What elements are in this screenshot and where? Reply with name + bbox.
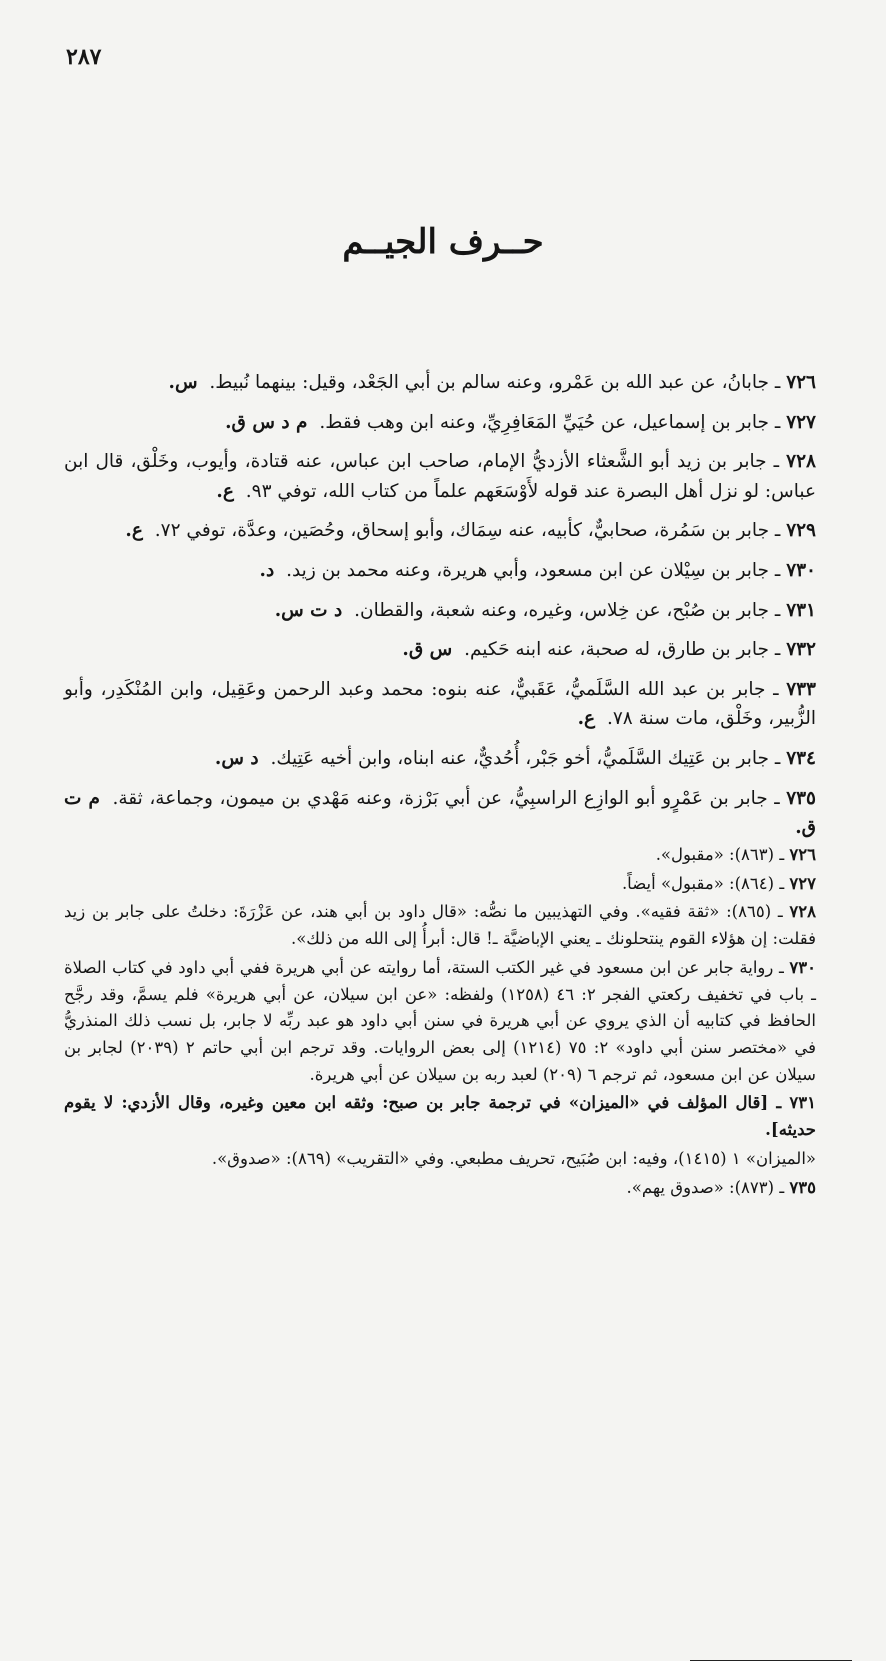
entry-number: ٧٣١ bbox=[786, 599, 816, 621]
entry-text: جابانُ، عن عبد الله بن عَمْرو، وعنه سالم بن أبي الجَعْد، وقيل: بينهما نُبيط. bbox=[209, 372, 769, 393]
entry-symbols: س. bbox=[168, 372, 198, 393]
entry: ٧٣٥ ـ جابر بن عَمْرٍو أبو الوازِع الراسبِيُّ، عن أبي بَرْزة، وعنه مَهْدي بن ميمون، وجماعة، ثقة. م ت ق. bbox=[64, 787, 816, 839]
chapter-title: حــرف الجيــم bbox=[342, 222, 544, 262]
entry: ٧٣٢ ـ جابر بن طارق، له صحبة، عنه ابنه حَكيم. س ق. bbox=[402, 639, 816, 661]
page-number: ٢٨٧ bbox=[66, 44, 102, 70]
footnote-continuation bbox=[64, 1146, 816, 1173]
footnote-text: (٨٦٣): «مقبول». bbox=[655, 845, 775, 864]
entry-symbols: د س. bbox=[214, 747, 259, 769]
entry-symbols: ع. bbox=[125, 520, 143, 542]
entry-symbols: س ق. bbox=[402, 639, 453, 661]
entry: ٧٣١ ـ جابر بن صُبْح، عن خِلاس، وغيره، وعنه شعبة، والقطان. د ت س. bbox=[274, 599, 816, 621]
entry-text: جابر بن سَمُرة، صحابيٌّ، كأبيه، عنه سِمَاك، وأبو إسحاق، وحُصَين، وعدَّة، توفي ٧٢. bbox=[154, 520, 769, 542]
entry-number: ٧٢٧ bbox=[786, 411, 816, 433]
footnote-number: ٧٢٨ bbox=[789, 902, 816, 922]
footnotes bbox=[64, 842, 816, 1203]
entry: ٧٢٦ ـ جابانُ، عن عبد الله بن عَمْرو، وعنه سالم بن أبي الجَعْد، وقيل: بينهما نُبيط. س. bbox=[168, 372, 816, 393]
entry-symbols: د ت س. bbox=[274, 599, 343, 621]
footnote: ٧٢٧ ـ (٨٦٤): «مقبول» أيضاً. bbox=[621, 873, 816, 893]
footnote-number: ٧٢٦ bbox=[789, 845, 816, 864]
entry-text: جابر بن عَمْرٍو أبو الوازِع الراسبِيُّ، عن أبي بَرْزة، وعنه مَهْدي بن ميمون، وجماعة، ثقة. bbox=[112, 787, 768, 809]
entry-text: جابر بن صُبْح، عن خِلاس، وغيره، وعنه شعبة، والقطان. bbox=[354, 599, 769, 621]
entry-text: جابر بن طارق، له صحبة، عنه ابنه حَكيم. bbox=[464, 639, 769, 661]
entry-number: ٧٣٥ bbox=[786, 787, 816, 809]
footnote-text: (٨٦٥): «ثقة فقيه». وفي التهذيبين ما نصُّه: «قال داود بن أبي هند، عن عَزْرَةَ: دخلتُ على جابر بن زيد فقلت: إن هؤلاء القوم ينتحلونك ـ يعني الإباضيَّة ـ! قال: أبرأُ إلى الله من ذلك». bbox=[64, 902, 816, 949]
entry-number: ٧٣٢ bbox=[786, 639, 816, 661]
entry-text: جابر بن إسماعيل، عن حُيَيِّ المَعَافِرِيِّ، وعنه ابن وهب فقط. bbox=[319, 411, 769, 433]
entry: ٧٢٨ ـ جابر بن زيد أبو الشَّعثاء الأزديُّ الإمام، صاحب ابن عباس، عنه قتادة، وأيوب، وخَلْق، قال ابن عباس: لو نزل أهل البصرة عند قوله لأَوْسَعَهم علماً من كتاب الله، توفي ٩٣. ع. bbox=[64, 451, 816, 502]
entry-number: ٧٢٨ bbox=[786, 451, 816, 473]
footnote: ٧٣٥ ـ (٨٧٣): «صدوق يهم». bbox=[626, 1177, 816, 1197]
footnote: ٧٣١ ـ [قال المؤلف في «الميزان» في ترجمة جابر بن صبح: وثقه ابن معين وغيره، وقال الأزدي: لا يقوم حديثه]. bbox=[64, 1093, 816, 1140]
footnote-text: (٨٦٤): «مقبول» أيضاً. bbox=[621, 873, 775, 893]
entry-number: ٧٣٣ bbox=[786, 678, 816, 700]
entry: ٧٢٩ ـ جابر بن سَمُرة، صحابيٌّ، كأبيه، عنه سِمَاك، وأبو إسحاق، وحُصَين، وعدَّة، توفي ٧٢. ع. bbox=[125, 520, 816, 542]
footnote-number: ٧٣٠ bbox=[789, 957, 817, 977]
entry-symbols: ع. bbox=[577, 708, 596, 730]
footnote-text: «الميزان» ١ (١٤١٥)، وفيه: ابن صُبَيح، تحريف مطبعي. وفي «التقريب» (٨٦٩): «صدوق». bbox=[211, 1148, 816, 1168]
entry-symbols: ع. bbox=[216, 480, 234, 502]
entry: ٧٣٣ ـ جابر بن عبد الله السَّلَميُّ، عَقَبيٌّ، عنه بنوه: محمد وعبد الرحمن وعَقِيل، وابن المُنْكَدِر، وأبو الزُّبير، وخَلْق، مات سنة ٧٨. ع. bbox=[64, 678, 816, 730]
entry-symbols: م د س ق. bbox=[225, 411, 308, 433]
entry-text: جابر بن زيد أبو الشَّعثاء الأزديُّ الإمام، صاحب ابن عباس، عنه قتادة، وأيوب، وخَلْق، قال ابن عباس: لو نزل أهل البصرة عند قوله لأَوْسَعَهم علماً من كتاب الله، توفي ٩٣. bbox=[64, 451, 816, 502]
entry: ٧٢٧ ـ جابر بن إسماعيل، عن حُيَيِّ المَعَافِرِيِّ، وعنه ابن وهب فقط. م د س ق. bbox=[225, 411, 816, 433]
entry-number: ٧٣٠ bbox=[786, 559, 816, 581]
entry-text: جابر بن عبد الله السَّلَميُّ، عَقَبيٌّ، عنه بنوه: محمد وعبد الرحمن وعَقِيل، وابن المُنْكَدِر، وأبو الزُّبير، وخَلْق، مات سنة ٧٨. bbox=[64, 678, 816, 730]
entry-symbols: د. bbox=[259, 559, 275, 581]
entry-text: جابر بن سِيْلان عن ابن مسعود، وأبي هريرة، وعنه محمد بن زيد. bbox=[286, 559, 769, 581]
entries-list bbox=[64, 368, 816, 853]
footnote-text: (٨٧٣): «صدوق يهم». bbox=[626, 1177, 775, 1197]
footnote-number: ٧٣١ bbox=[789, 1093, 816, 1113]
entry-text: جابر بن عَتِيك السَّلَميُّ، أخو جَبْر، أُحُديٌّ، عنه ابناه، وابن أخيه عَتِيك. bbox=[270, 747, 769, 769]
entry-number: ٧٢٩ bbox=[786, 520, 816, 542]
footnote-number: ٧٣٥ bbox=[789, 1177, 816, 1197]
entry-symbols: م ت ق. bbox=[64, 787, 816, 839]
footnote-number: ٧٢٧ bbox=[789, 873, 816, 893]
entry-number: ٧٢٦ bbox=[786, 372, 816, 393]
footnote: ٧٣٠ ـ رواية جابر عن ابن مسعود في غير الكتب الستة، أما روايته عن أبي هريرة ففي أبي داود في كتاب الصلاة ـ باب في تخفيف ركعتي الفجر ٢: ٤٦ (١٢٥٨) ولفظه: «عن ابن سيلان، عن أبي هريرة» فلم يسمَّ، وقد رجَّح الحافظ في كتابيه أن الذي يروي عن أبي هريرة في سنن أبي داود هو عبد ربِّه لا جابر، بل نسب ذلك المنذريُّ في «مختصر سنن أبي داود» ٢: ٧٥ (١٢١٤) إلى بعض الروايات. وقد ترجم ابن أبي حاتم ٢ (٢٠٣٩) لجابر بن سيلان عن ابن مسعود، ثم ترجم ٦ (٢٠٩) لعبد ربه بن سيلان عن أبي هريرة. bbox=[64, 957, 817, 1084]
entry: ٧٣٠ ـ جابر بن سِيْلان عن ابن مسعود، وأبي هريرة، وعنه محمد بن زيد. د. bbox=[259, 559, 816, 581]
entry-number: ٧٣٤ bbox=[786, 747, 816, 769]
footnote: ٧٢٦ ـ (٨٦٣): «مقبول». bbox=[655, 845, 816, 864]
entry: ٧٣٤ ـ جابر بن عَتِيك السَّلَميُّ، أخو جَبْر، أُحُديٌّ، عنه ابناه، وابن أخيه عَتِيك. د س. bbox=[214, 747, 816, 769]
footnote-text: [قال المؤلف في «الميزان» في ترجمة جابر بن صبح: وثقه ابن معين وغيره، وقال الأزدي: لا يقوم حديثه]. bbox=[64, 1093, 816, 1140]
footnote-text: رواية جابر عن ابن مسعود في غير الكتب الستة، أما روايته عن أبي هريرة ففي أبي داود في كتاب الصلاة ـ باب في تخفيف ركعتي الفجر ٢: ٤٦ (١٢٥٨) ولفظه: «عن ابن سيلان، عن أبي هريرة» فلم يسمَّ، وقد رجَّح الحافظ في كتابيه أن الذي يروي عن أبي هريرة في سنن أبي داود هو عبد ربِّه لا جابر، بل نسب ذلك المنذريُّ في «مختصر سنن أبي داود» ٢: ٧٥ (١٢١٤) إلى بعض الروايات. وقد ترجم ابن أبي حاتم ٢ (٢٠٣٩) لجابر بن سيلان عن ابن مسعود، ثم ترجم ٦ (٢٠٩) لعبد ربه بن سيلان عن أبي هريرة. bbox=[64, 957, 816, 1084]
footnote: ٧٢٨ ـ (٨٦٥): «ثقة فقيه». وفي التهذيبين ما نصُّه: «قال داود بن أبي هند، عن عَزْرَةَ: دخلتُ على جابر بن زيد فقلت: إن هؤلاء القوم ينتحلونك ـ يعني الإباضيَّة ـ! قال: أبرأُ إلى الله من ذلك». bbox=[64, 902, 816, 949]
